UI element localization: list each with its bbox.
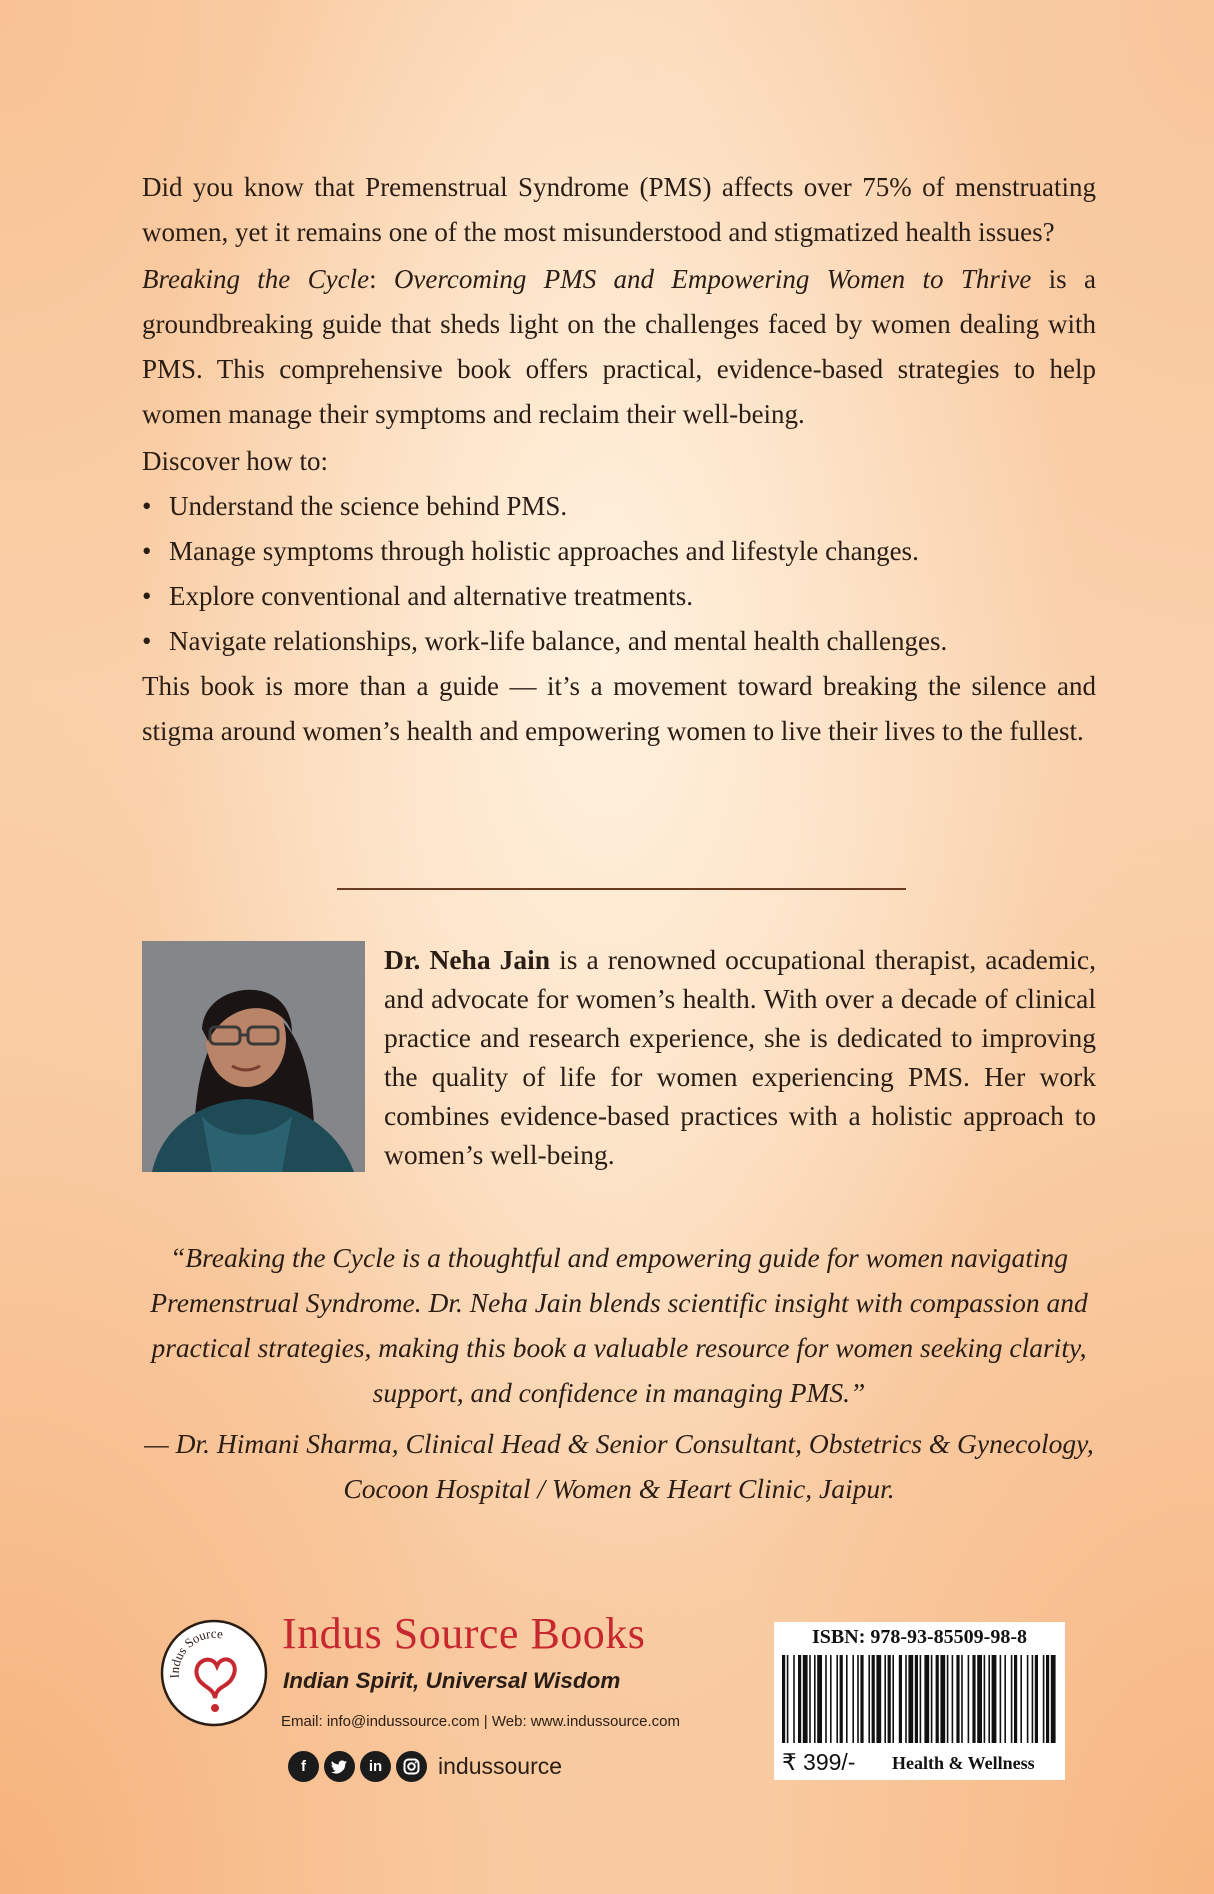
barcode-bar (852, 1655, 854, 1743)
barcode-bar (1043, 1655, 1045, 1743)
barcode-bar (899, 1655, 902, 1743)
author-bio (384, 940, 1096, 1174)
barcode-bar (1004, 1655, 1006, 1743)
book-title-part2: Overcoming PMS and Empowering Women to Thrive (393, 264, 1032, 294)
intro-paragraph: Did you know that Premenstrual Syndrome (PMS) affects over 75% of menstruating women, yet it remains one of the most misunderstood and stigmatized health issues? (142, 172, 1096, 247)
barcode-bar (924, 1655, 929, 1743)
barcode-bar (803, 1655, 808, 1743)
list-item: • Manage symptoms through holistic approaches and lifestyle changes. (142, 529, 1096, 574)
barcode-bar (972, 1655, 975, 1743)
barcode-bar (1032, 1655, 1034, 1743)
barcode-bar (888, 1655, 891, 1743)
barcode-bar (814, 1655, 816, 1743)
barcode-bar (825, 1655, 827, 1743)
list-item: • Navigate relationships, work-life balance, and mental health challenges. (142, 619, 1096, 664)
list-item: • Explore conventional and alternative treatments. (142, 574, 1096, 619)
twitter-icon[interactable] (324, 1751, 355, 1782)
publisher-contact: Email: info@indussource.com | Web: www.indussource.com (281, 1713, 681, 1730)
social-handle[interactable]: indussource (438, 1753, 563, 1779)
book-summary-text: is a groundbreaking guide that sheds light on the challenges faced by women dealing with PMS. This comprehensive book offers practical, evidence-based strategies to help women manage their symptoms and reclaim their well-being. (142, 264, 1096, 429)
barcode-bar (1014, 1655, 1017, 1743)
barcode-bar (1046, 1655, 1049, 1743)
barcode-panel (774, 1622, 1065, 1780)
barcode-bar (787, 1655, 789, 1743)
barcode-bar (1027, 1655, 1029, 1743)
barcode-bar (846, 1655, 848, 1743)
barcode-bar (798, 1655, 801, 1743)
barcode-bar (920, 1655, 922, 1743)
closing-paragraph: This book is more than a guide — it’s a movement toward breaking the silence and stigma around women’s health and empowering women to live their lives to the fullest. (142, 671, 1096, 746)
book-title-part1: Breaking the Cycle (142, 264, 370, 294)
author-bio-text: is a renowned occupational therapist, academic, and advocate for women’s health. With over a decade of clinical practice and research experience, she is dedicated to improving the quality of life for women experiencing PMS. Her work combines evidence-based practices with a holistic approach to women’s well-being. (384, 944, 1096, 1170)
barcode-bar (868, 1655, 870, 1743)
barcode-bar (1011, 1655, 1013, 1743)
facebook-icon[interactable]: f (288, 1751, 319, 1782)
barcode-bar (1035, 1655, 1038, 1743)
endorsement-quote: “Breaking the Cycle is a thoughtful and empowering guide for women navigating Premenstrual Syndrome. Dr. Neha Jain blends scientific insight with compassion and practical strategies, making this book a valuable resource for women seeking clarity, support, and confidence in managing PMS.” (150, 1242, 1088, 1408)
isbn-label: ISBN: 978-93-85509-98-8 (812, 1626, 1027, 1648)
publisher-tagline: Indian Spirit, Universal Wisdom (283, 1668, 621, 1693)
barcode-bar (892, 1655, 894, 1743)
author-photo (142, 941, 365, 1172)
price-label: ₹ 399/- (782, 1749, 856, 1775)
barcode-bar (857, 1655, 859, 1743)
barcode-bar (830, 1655, 832, 1743)
book-description (142, 165, 1096, 754)
barcode-bar (908, 1655, 913, 1743)
discover-label: Discover how to: (142, 446, 328, 476)
barcode-icon (782, 1655, 1057, 1743)
barcode-bar (817, 1655, 822, 1743)
social-links (288, 1751, 562, 1782)
barcode-bar (947, 1655, 949, 1743)
category-label: Health & Wellness (892, 1753, 1035, 1773)
barcode-bar (860, 1655, 863, 1743)
barcode-bar (977, 1655, 982, 1743)
publisher-logo-icon (159, 1618, 269, 1728)
barcode-bar (836, 1655, 838, 1743)
barcode-bar (1020, 1655, 1022, 1743)
barcode-bar (905, 1655, 907, 1743)
barcode-bar (1000, 1655, 1002, 1743)
instagram-icon[interactable] (396, 1751, 427, 1782)
barcode-bar (952, 1655, 954, 1743)
publisher-logo-text: Indus Source (166, 1625, 224, 1679)
linkedin-icon[interactable]: in (360, 1751, 391, 1782)
endorsement-attribution: — Dr. Himani Sharma, Clinical Head & Senior Consultant, Obstetrics & Gynecology, Cocoon Hospital / Women & Heart Clinic, Jaipur. (144, 1428, 1094, 1504)
author-name: Dr. Neha Jain (384, 944, 551, 975)
barcode-bar (840, 1655, 843, 1743)
barcode-bar (936, 1655, 939, 1743)
list-item: • Understand the science behind PMS. (142, 484, 1096, 529)
publisher-logo (159, 1618, 269, 1728)
endorsement (142, 1235, 1096, 1511)
barcode-bar (956, 1655, 959, 1743)
section-divider (337, 888, 906, 890)
barcode-bar (884, 1655, 886, 1743)
barcode-bar (876, 1655, 881, 1743)
barcode-bar (988, 1655, 990, 1743)
book-title-separator: : (369, 264, 394, 294)
barcode-bar (782, 1655, 785, 1743)
barcode-bar (809, 1655, 811, 1743)
book-summary-paragraph (142, 257, 1096, 437)
publisher-name: Indus Source Books (282, 1609, 646, 1658)
author-portrait-illustration (142, 941, 365, 1172)
barcode-bar (793, 1655, 795, 1743)
barcode-bar (915, 1655, 918, 1743)
barcode-bar (992, 1655, 997, 1743)
barcode-bar (961, 1655, 963, 1743)
barcode-bar (984, 1655, 986, 1743)
feature-list (142, 484, 1096, 664)
barcode-bar (872, 1655, 875, 1743)
barcode-bar (931, 1655, 933, 1743)
barcode-bar (968, 1655, 970, 1743)
barcode-bar (940, 1655, 945, 1743)
barcode-bar (1051, 1655, 1056, 1743)
